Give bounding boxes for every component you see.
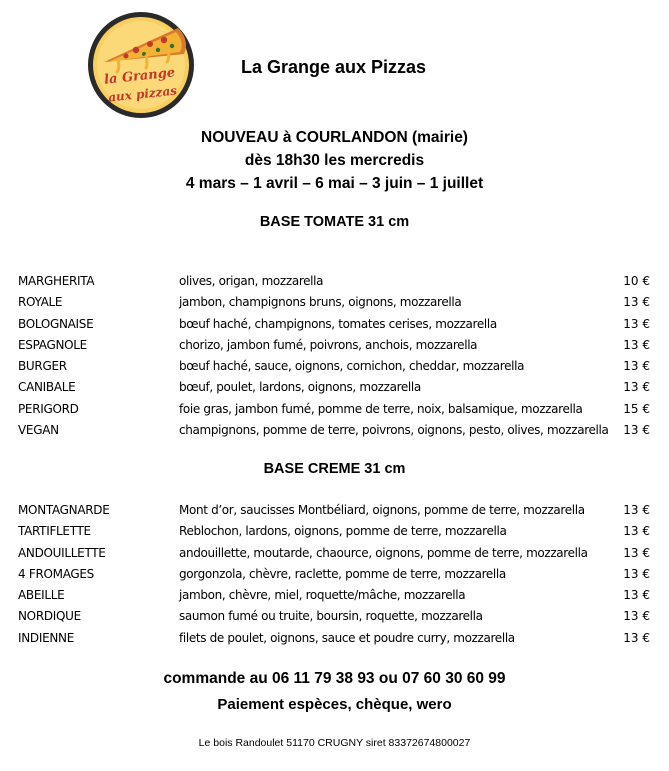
menu-row bbox=[0, 399, 669, 419]
order-phone-line: commande au 06 11 79 38 93 ou 07 60 30 60 99 bbox=[163, 670, 506, 687]
pizza-price: 13 € bbox=[623, 317, 650, 331]
header-line-2: dès 18h30 les mercredis bbox=[244, 152, 425, 169]
pizza-name: NORDIQUE bbox=[18, 609, 81, 623]
pizza-price: 13 € bbox=[623, 524, 650, 538]
menu-row bbox=[0, 335, 669, 355]
pizza-ingredients: foie gras, jambon fumé, pomme de terre, noix, balsamique, mozzarella bbox=[179, 402, 583, 416]
pizza-ingredients: bœuf, poulet, lardons, oignons, mozzarella bbox=[179, 380, 421, 394]
pizza-name: BOLOGNAISE bbox=[18, 317, 94, 331]
menu-row bbox=[0, 271, 669, 291]
pizza-name: CANIBALE bbox=[18, 380, 76, 394]
menu-row bbox=[0, 356, 669, 376]
logo-text-1: la Grange bbox=[103, 65, 176, 88]
menu-row bbox=[0, 585, 669, 605]
pizza-name: 4 FROMAGES bbox=[18, 567, 94, 581]
pizza-price: 13 € bbox=[623, 359, 650, 373]
pizza-ingredients: jambon, champignons bruns, oignons, mozzarella bbox=[179, 295, 462, 309]
header-line-3: 4 mars – 1 avril – 6 mai – 3 juin – 1 juillet bbox=[185, 175, 484, 192]
pizza-price: 13 € bbox=[623, 588, 650, 602]
header-line-1: NOUVEAU à COURLANDON (mairie) bbox=[201, 129, 468, 146]
pizza-price: 15 € bbox=[623, 402, 650, 416]
pizza-price: 13 € bbox=[623, 423, 650, 437]
pizza-ingredients: olives, origan, mozzarella bbox=[179, 274, 324, 288]
pizza-price: 13 € bbox=[623, 380, 650, 394]
pizza-name: BURGER bbox=[18, 359, 67, 373]
pizza-ingredients: saumon fumé ou truite, boursin, roquette, mozzarella bbox=[179, 609, 483, 623]
pizza-price: 10 € bbox=[623, 274, 650, 288]
pizza-ingredients: gorgonzola, chèvre, raclette, pomme de terre, mozzarella bbox=[179, 567, 506, 581]
menu-row bbox=[0, 628, 669, 648]
pizza-price: 13 € bbox=[623, 503, 650, 517]
pizza-price: 13 € bbox=[623, 567, 650, 581]
pizza-ingredients: andouillette, moutarde, chaource, oignons, pomme de terre, mozzarella bbox=[179, 546, 588, 560]
pizza-name: MARGHERITA bbox=[18, 274, 95, 288]
pizza-price: 13 € bbox=[623, 546, 650, 560]
pizza-ingredients: bœuf haché, champignons, tomates cerises, mozzarella bbox=[179, 317, 497, 331]
menu-row bbox=[0, 543, 669, 563]
menu-row bbox=[0, 314, 669, 334]
pizza-ingredients: champignons, pomme de terre, poivrons, oignons, pesto, olives, mozzarella bbox=[179, 423, 609, 437]
footer-address: Le bois Randoulet 51170 CRUGNY siret 83372674800027 bbox=[198, 737, 471, 749]
section-title-creme: BASE CREME 31 cm bbox=[263, 461, 406, 477]
pizza-ingredients: Reblochon, lardons, oignons, pomme de terre, mozzarella bbox=[179, 524, 507, 538]
pizza-name: ESPAGNOLE bbox=[18, 338, 87, 352]
pizza-ingredients: filets de poulet, oignons, sauce et poudre curry, mozzarella bbox=[179, 631, 515, 645]
menu-row bbox=[0, 420, 669, 440]
pizza-name: ANDOUILLETTE bbox=[18, 546, 106, 560]
page-title: La Grange aux Pizzas bbox=[241, 57, 427, 77]
pizza-name: MONTAGNARDE bbox=[18, 503, 110, 517]
menu-row bbox=[0, 500, 669, 520]
pizza-name: ABEILLE bbox=[18, 588, 65, 602]
pizza-name: TARTIFLETTE bbox=[18, 524, 91, 538]
pizza-price: 13 € bbox=[623, 338, 650, 352]
pizza-name: INDIENNE bbox=[18, 631, 75, 645]
payment-line: Paiement espèces, chèque, wero bbox=[217, 696, 452, 713]
pizza-price: 13 € bbox=[623, 609, 650, 623]
pizza-name: ROYALE bbox=[18, 295, 63, 309]
pizza-price: 13 € bbox=[623, 631, 650, 645]
menu-row bbox=[0, 377, 669, 397]
pizza-logo bbox=[86, 10, 196, 120]
menu-row bbox=[0, 521, 669, 541]
menu-row bbox=[0, 564, 669, 584]
menu-row bbox=[0, 606, 669, 626]
pizza-name: PERIGORD bbox=[18, 402, 79, 416]
pizza-name: VEGAN bbox=[18, 423, 59, 437]
section-title-tomate: BASE TOMATE 31 cm bbox=[259, 214, 410, 230]
pizza-price: 13 € bbox=[623, 295, 650, 309]
pizza-ingredients: jambon, chèvre, miel, roquette/mâche, mozzarella bbox=[179, 588, 466, 602]
menu-row bbox=[0, 292, 669, 312]
logo-text-2: aux pizzas bbox=[107, 83, 178, 105]
pizza-ingredients: chorizo, jambon fumé, poivrons, anchois, mozzarella bbox=[179, 338, 478, 352]
pizza-ingredients: bœuf haché, sauce, oignons, cornichon, cheddar, mozzarella bbox=[179, 359, 525, 373]
pizza-ingredients: Mont d’or, saucisses Montbéliard, oignons, pomme de terre, mozzarella bbox=[179, 503, 585, 517]
